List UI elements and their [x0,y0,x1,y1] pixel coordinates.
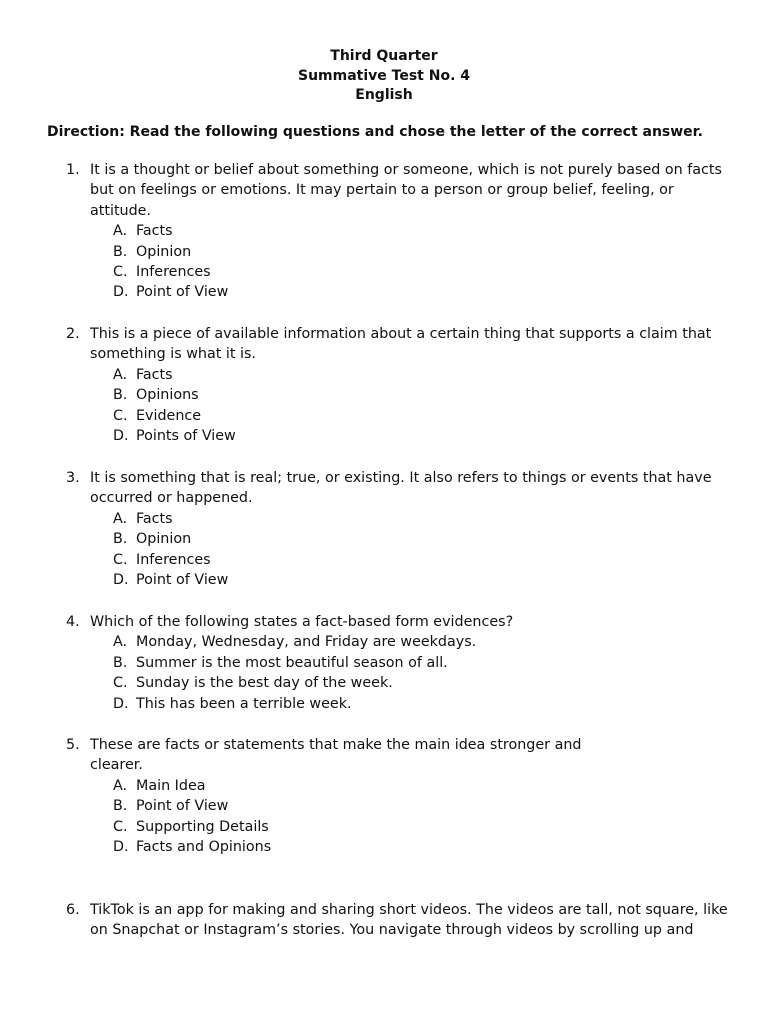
question-6 [66,900,736,941]
question-number: 4. [66,614,80,630]
question-text: Which of the following states a fact-based form evidences? [90,614,514,630]
choice-text: Facts and Opinions [136,839,272,856]
choice-d [66,282,736,302]
choice-letter: B. [113,531,128,548]
choice-c [66,817,736,837]
choice-letter: D. [113,428,129,445]
question-text: This is a piece of available information about a certain thing that supports a claim that something is what it is. [90,326,712,363]
choice-a [66,776,736,796]
choice-b [66,529,736,549]
choice-b [66,242,736,262]
choice-a [66,365,736,385]
choice-letter: A. [113,777,128,794]
choice-letter: A. [113,634,128,651]
choice-text: Facts [136,366,173,383]
choice-b [66,385,736,405]
choice-letter: D. [113,284,129,301]
choice-list [66,509,736,591]
question-number: 3. [66,470,80,486]
question-2 [66,324,736,446]
choice-d [66,694,736,714]
choice-list [66,365,736,447]
choice-text: Summer is the most beautiful season of all. [136,654,448,671]
choice-list [66,776,736,858]
choice-text: Opinion [136,531,192,548]
choice-text: Point of View [136,284,229,301]
choice-letter: C. [113,264,128,281]
choice-letter: B. [113,243,128,260]
choice-letter: C. [113,551,128,568]
choice-c [66,262,736,282]
choice-list [66,632,736,714]
document-header [0,47,768,106]
choice-d [66,570,736,590]
choice-text: Facts [136,510,173,527]
question-number: 1. [66,162,80,178]
question-number: 5. [66,737,80,753]
choice-c [66,550,736,570]
choice-letter: B. [113,654,128,671]
question-1 [66,160,736,303]
choice-c [66,406,736,426]
choice-text: This has been a terrible week. [136,695,352,712]
choice-letter: D. [113,572,129,589]
header-test-title: Summative Test No. 4 [297,67,470,84]
choice-text: Point of View [136,798,229,815]
choice-text: Opinion [136,243,192,260]
question-4 [66,612,736,714]
question-text: These are facts or statements that make the main idea stronger and clearer. [90,737,582,774]
choice-text: Opinions [136,387,199,404]
choice-a [66,509,736,529]
choice-text: Evidence [136,407,202,424]
choice-b [66,796,736,816]
choice-letter: D. [113,839,129,856]
choice-letter: C. [113,818,128,835]
choice-d [66,837,736,857]
choice-text: Points of View [136,428,236,445]
question-5 [66,735,736,857]
choice-letter: A. [113,366,128,383]
choice-letter: A. [113,510,128,527]
choice-letter: B. [113,387,128,404]
choice-letter: C. [113,675,128,692]
choice-text: Sunday is the best day of the week. [136,675,393,692]
choice-letter: B. [113,798,128,815]
choice-letter: A. [113,223,128,240]
choice-b [66,653,736,673]
question-number: 6. [66,902,80,918]
choice-d [66,426,736,446]
choice-letter: D. [113,695,129,712]
choice-list [66,221,736,303]
question-3 [66,468,736,590]
choice-text: Monday, Wednesday, and Friday are weekdays. [136,634,477,651]
question-text: It is something that is real; true, or existing. It also refers to things or events that have occurred or happened. [90,470,712,507]
choice-text: Main Idea [136,777,206,794]
choice-text: Facts [136,223,173,240]
header-quarter: Third Quarter [330,48,438,64]
question-text: TikTok is an app for making and sharing short videos. The videos are tall, not square, like on Snapchat or Instagram’s stories. You navigate through videos by scrolling up and [90,902,728,939]
choice-text: Inferences [136,551,211,568]
choice-a [66,632,736,652]
question-text: It is a thought or belief about something or someone, which is not purely based on facts but on feelings or emotions. It may pertain to a person or group belief, feeling, or attitude. [90,162,722,219]
question-number: 2. [66,326,80,342]
choice-text: Point of View [136,572,229,589]
choice-text: Inferences [136,264,211,281]
direction-text: Direction: Read the following questions and chose the letter of the correct answer. [47,124,703,140]
header-subject: English [355,87,413,103]
choice-a [66,221,736,241]
choice-c [66,673,736,693]
choice-letter: C. [113,407,128,424]
choice-text: Supporting Details [136,818,269,835]
